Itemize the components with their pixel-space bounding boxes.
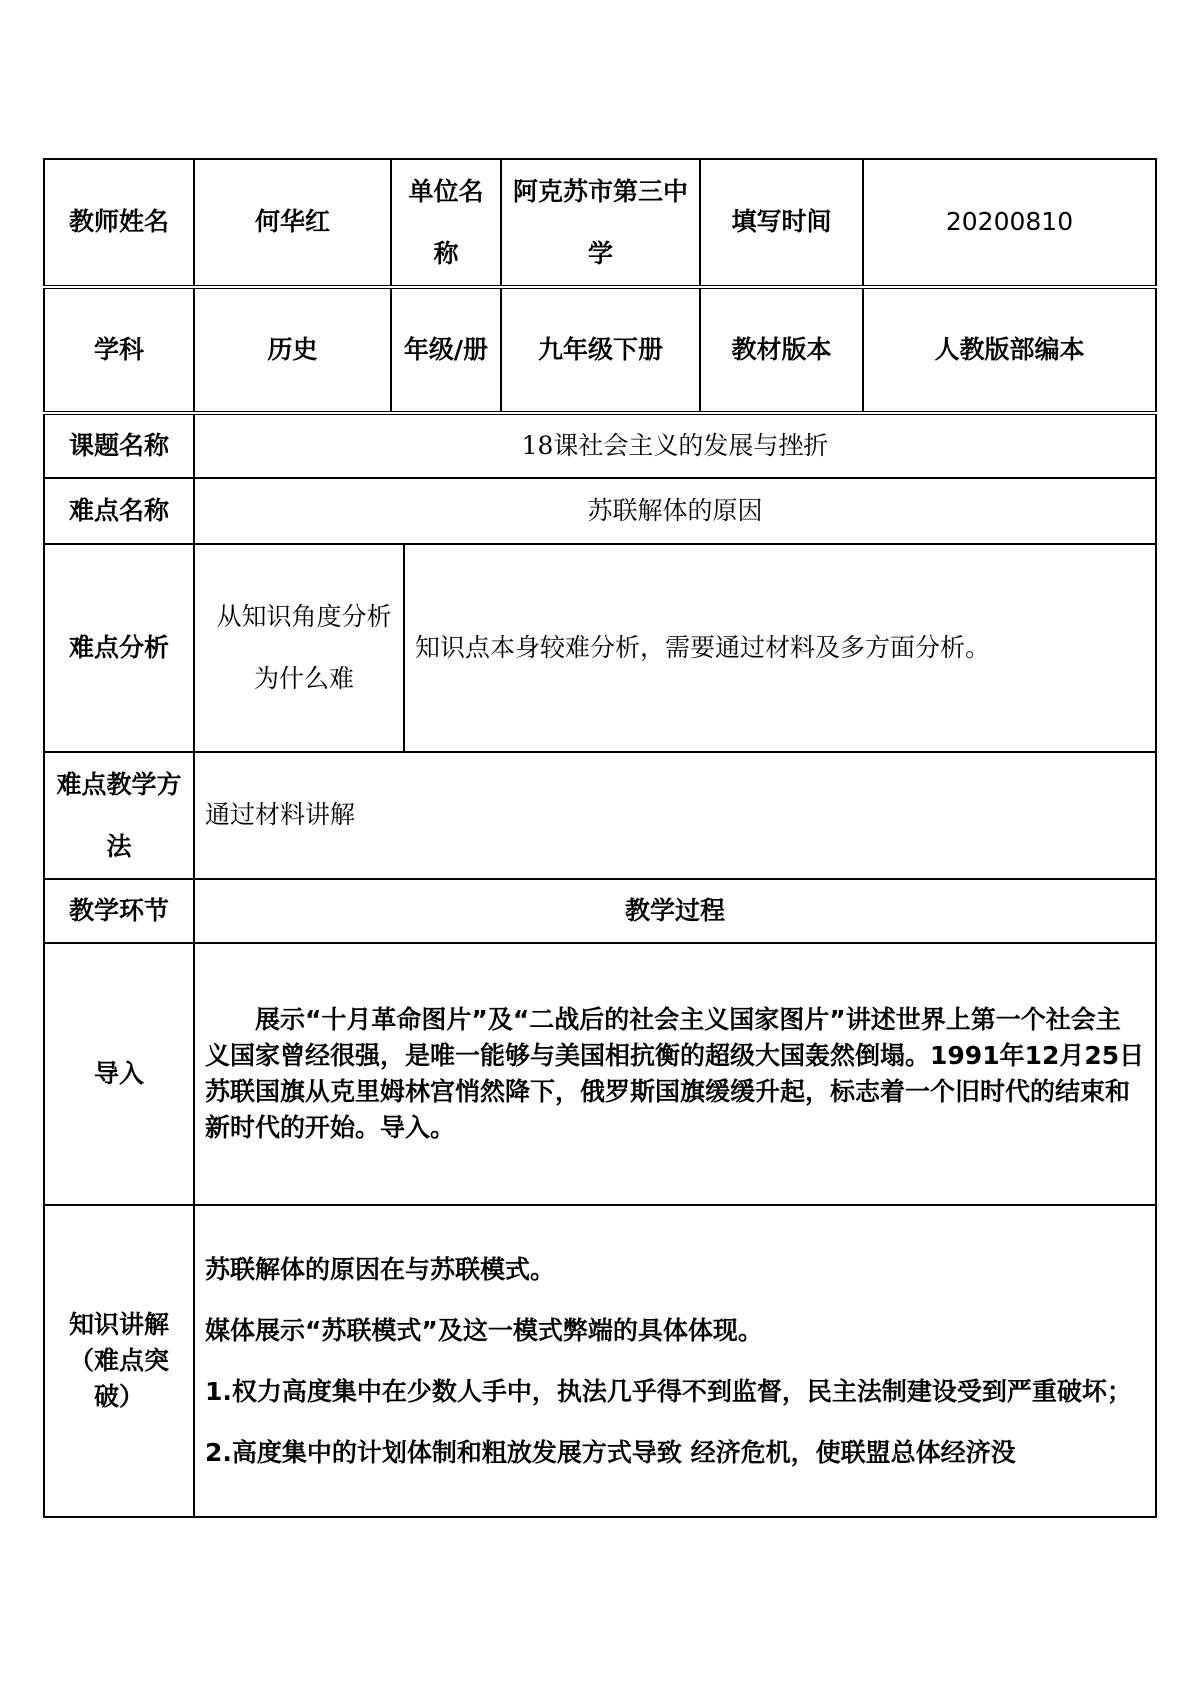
knowledge-line: 媒体展示“苏联模式”及这一模式弊端的具体体现。 bbox=[205, 1316, 763, 1345]
process-value: 教学过程 bbox=[194, 879, 1156, 943]
teacher-value: 何华红 bbox=[194, 159, 391, 287]
difficulty-value: 苏联解体的原因 bbox=[194, 478, 1156, 544]
unit-label: 单位名称 bbox=[391, 159, 501, 287]
unit-value: 阿克苏市第三中学 bbox=[501, 159, 700, 287]
subject-label: 学科 bbox=[44, 287, 194, 413]
date-label: 填写时间 bbox=[700, 159, 863, 287]
table-row-process-header bbox=[44, 879, 1156, 943]
method-label: 难点教学方法 bbox=[44, 752, 194, 879]
process-label: 教学环节 bbox=[44, 879, 194, 943]
date-value: 20200810 bbox=[863, 159, 1156, 287]
intro-label: 导入 bbox=[44, 943, 194, 1205]
grade-value: 九年级下册 bbox=[501, 287, 700, 413]
analysis-cell bbox=[194, 544, 1156, 752]
intro-value: 展示“十月革命图片”及“二战后的社会主义国家图片”讲述世界上第一个社会主义国家曾经很强，是唯一能够与美国相抗衡的超级大国轰然倒塌。1991年12月25日苏联国旗从克里姆林宫悄然降下，俄罗斯国旗缓缓升起，标志着一个旧时代的结束和新时代的开始。导入。 bbox=[194, 943, 1156, 1205]
method-value: 通过材料讲解 bbox=[194, 752, 1156, 879]
table-row-subject bbox=[44, 287, 1156, 413]
knowledge-label: 知识讲解（难点突破） bbox=[44, 1205, 194, 1517]
grade-label: 年级/册 bbox=[391, 287, 501, 413]
teacher-label: 教师姓名 bbox=[44, 159, 194, 287]
table-row-topic bbox=[44, 413, 1156, 478]
lesson-table bbox=[43, 158, 1157, 1518]
table-row-intro bbox=[44, 943, 1156, 1205]
analysis-value: 知识点本身较难分析，需要通过材料及多方面分析。 bbox=[415, 632, 991, 662]
edition-value: 人教版部编本 bbox=[863, 287, 1156, 413]
knowledge-line: 苏联解体的原因在与苏联模式。 bbox=[205, 1255, 556, 1284]
table-row-knowledge bbox=[44, 1205, 1156, 1517]
table-row-method bbox=[44, 752, 1156, 879]
subject-value: 历史 bbox=[194, 287, 391, 413]
knowledge-line: 2.高度集中的计划体制和粗放发展方式导致 经济危机，使联盟总体经济没 bbox=[205, 1438, 1016, 1467]
analysis-label: 难点分析 bbox=[44, 544, 194, 752]
knowledge-line: 1.权力高度集中在少数人手中，执法几乎得不到监督，民主法制建设受到严重破坏； bbox=[205, 1377, 1132, 1406]
analysis-sub-label: 从知识角度分析为什么难 bbox=[205, 545, 405, 751]
topic-value: 18课社会主义的发展与挫折 bbox=[194, 413, 1156, 478]
difficulty-label: 难点名称 bbox=[44, 478, 194, 544]
edition-label: 教材版本 bbox=[700, 287, 863, 413]
table-row-analysis bbox=[44, 544, 1156, 752]
table-row-difficulty bbox=[44, 478, 1156, 544]
topic-label: 课题名称 bbox=[44, 413, 194, 478]
knowledge-content bbox=[194, 1205, 1156, 1517]
table-row-teacher bbox=[44, 159, 1156, 287]
